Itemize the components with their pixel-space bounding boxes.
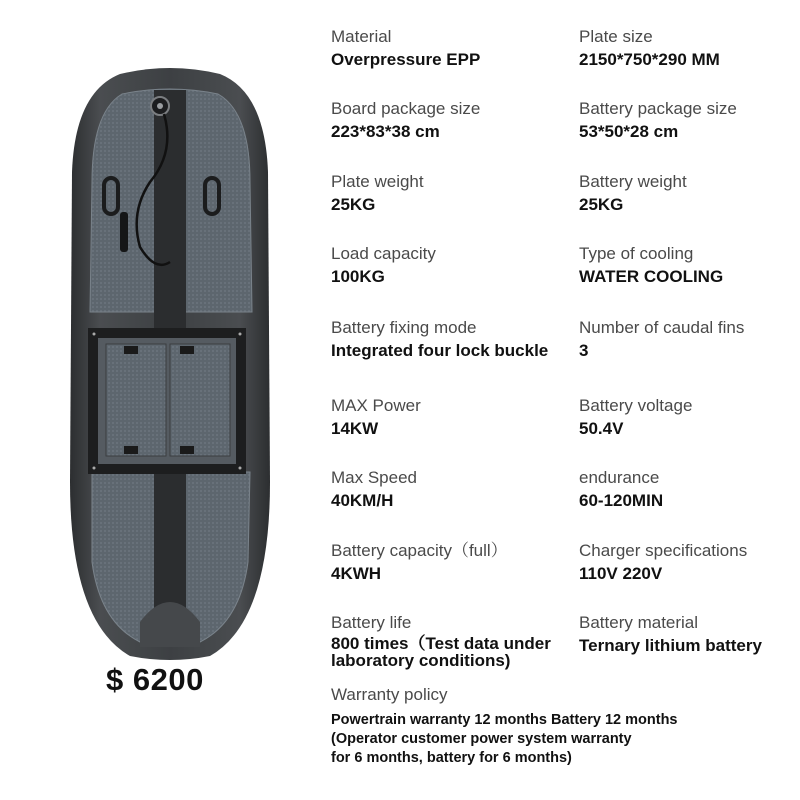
price-tag: $ 6200 [106, 662, 204, 697]
spec-type-of-cooling [579, 243, 800, 287]
spec-value: 14KW [331, 419, 379, 438]
spec-label: Battery capacity（full） [331, 541, 508, 560]
spec-value [331, 635, 571, 669]
spec-value: 2150*750*290 MM [579, 50, 720, 69]
spec-battery-package-size [579, 98, 800, 142]
spec-plate-weight [331, 171, 571, 215]
surfboard-illustration [60, 62, 280, 662]
spec-value: 60-120MIN [579, 491, 664, 510]
spec-value: 25KG [331, 195, 376, 214]
spec-battery-life [331, 612, 571, 669]
spec-label: Battery voltage [579, 396, 693, 415]
spec-value: Integrated four lock buckle [331, 341, 549, 360]
spec-material [331, 26, 571, 70]
spec-charger [579, 540, 800, 584]
spec-value: WATER COOLING [579, 267, 724, 286]
spec-label: Battery life [331, 613, 412, 632]
spec-label: endurance [579, 468, 660, 487]
spec-caudal-fins [579, 317, 800, 361]
spec-board-package-size [331, 98, 571, 142]
spec-label: Battery weight [579, 172, 687, 191]
spec-label: Board package size [331, 99, 481, 118]
spec-label: Type of cooling [579, 244, 694, 263]
spec-battery-voltage [579, 395, 800, 439]
spec-label: Material [331, 27, 392, 46]
spec-label: Battery package size [579, 99, 737, 118]
warranty-line: Powertrain warranty 12 months Battery 12 months [331, 712, 678, 728]
spec-label: Max Speed [331, 468, 417, 487]
spec-endurance [579, 467, 800, 511]
spec-value: 3 [579, 341, 589, 360]
spec-max-power [331, 395, 571, 439]
spec-value-line: laboratory conditions) [331, 651, 511, 670]
spec-value: Overpressure EPP [331, 50, 481, 69]
spec-value: 4KWH [331, 564, 382, 583]
spec-label: Battery material [579, 613, 699, 632]
spec-plate-size [579, 26, 800, 70]
spec-battery-fixing-mode [331, 317, 571, 361]
spec-value: 110V 220V [579, 564, 663, 583]
spec-value: Ternary lithium battery [579, 636, 762, 655]
spec-value: 40KM/H [331, 491, 394, 510]
spec-label: Plate size [579, 27, 653, 46]
spec-battery-capacity [331, 540, 571, 584]
product-image-electric-surfboard [60, 62, 280, 662]
warranty-line: (Operator customer power system warranty [331, 731, 632, 747]
spec-label: Battery fixing mode [331, 318, 477, 337]
spec-value: 50.4V [579, 419, 624, 438]
spec-label: Load capacity [331, 244, 436, 263]
spec-load-capacity [331, 243, 571, 287]
spec-battery-weight [579, 171, 800, 215]
spec-value: 100KG [331, 267, 385, 286]
warranty-line: for 6 months, battery for 6 months) [331, 750, 572, 766]
warranty-label: Warranty policy [331, 685, 448, 704]
spec-max-speed [331, 467, 571, 511]
spec-label: Number of caudal fins [579, 318, 745, 337]
spec-value: 25KG [579, 195, 624, 214]
spec-label: MAX Power [331, 396, 421, 415]
spec-value-line: 800 times（Test data under [331, 634, 551, 653]
spec-label: Charger specifications [579, 541, 748, 560]
spec-value: 223*83*38 cm [331, 122, 440, 141]
spec-battery-material [579, 612, 800, 656]
spec-value: 53*50*28 cm [579, 122, 679, 141]
spec-label: Plate weight [331, 172, 424, 191]
warranty-text [331, 711, 751, 768]
